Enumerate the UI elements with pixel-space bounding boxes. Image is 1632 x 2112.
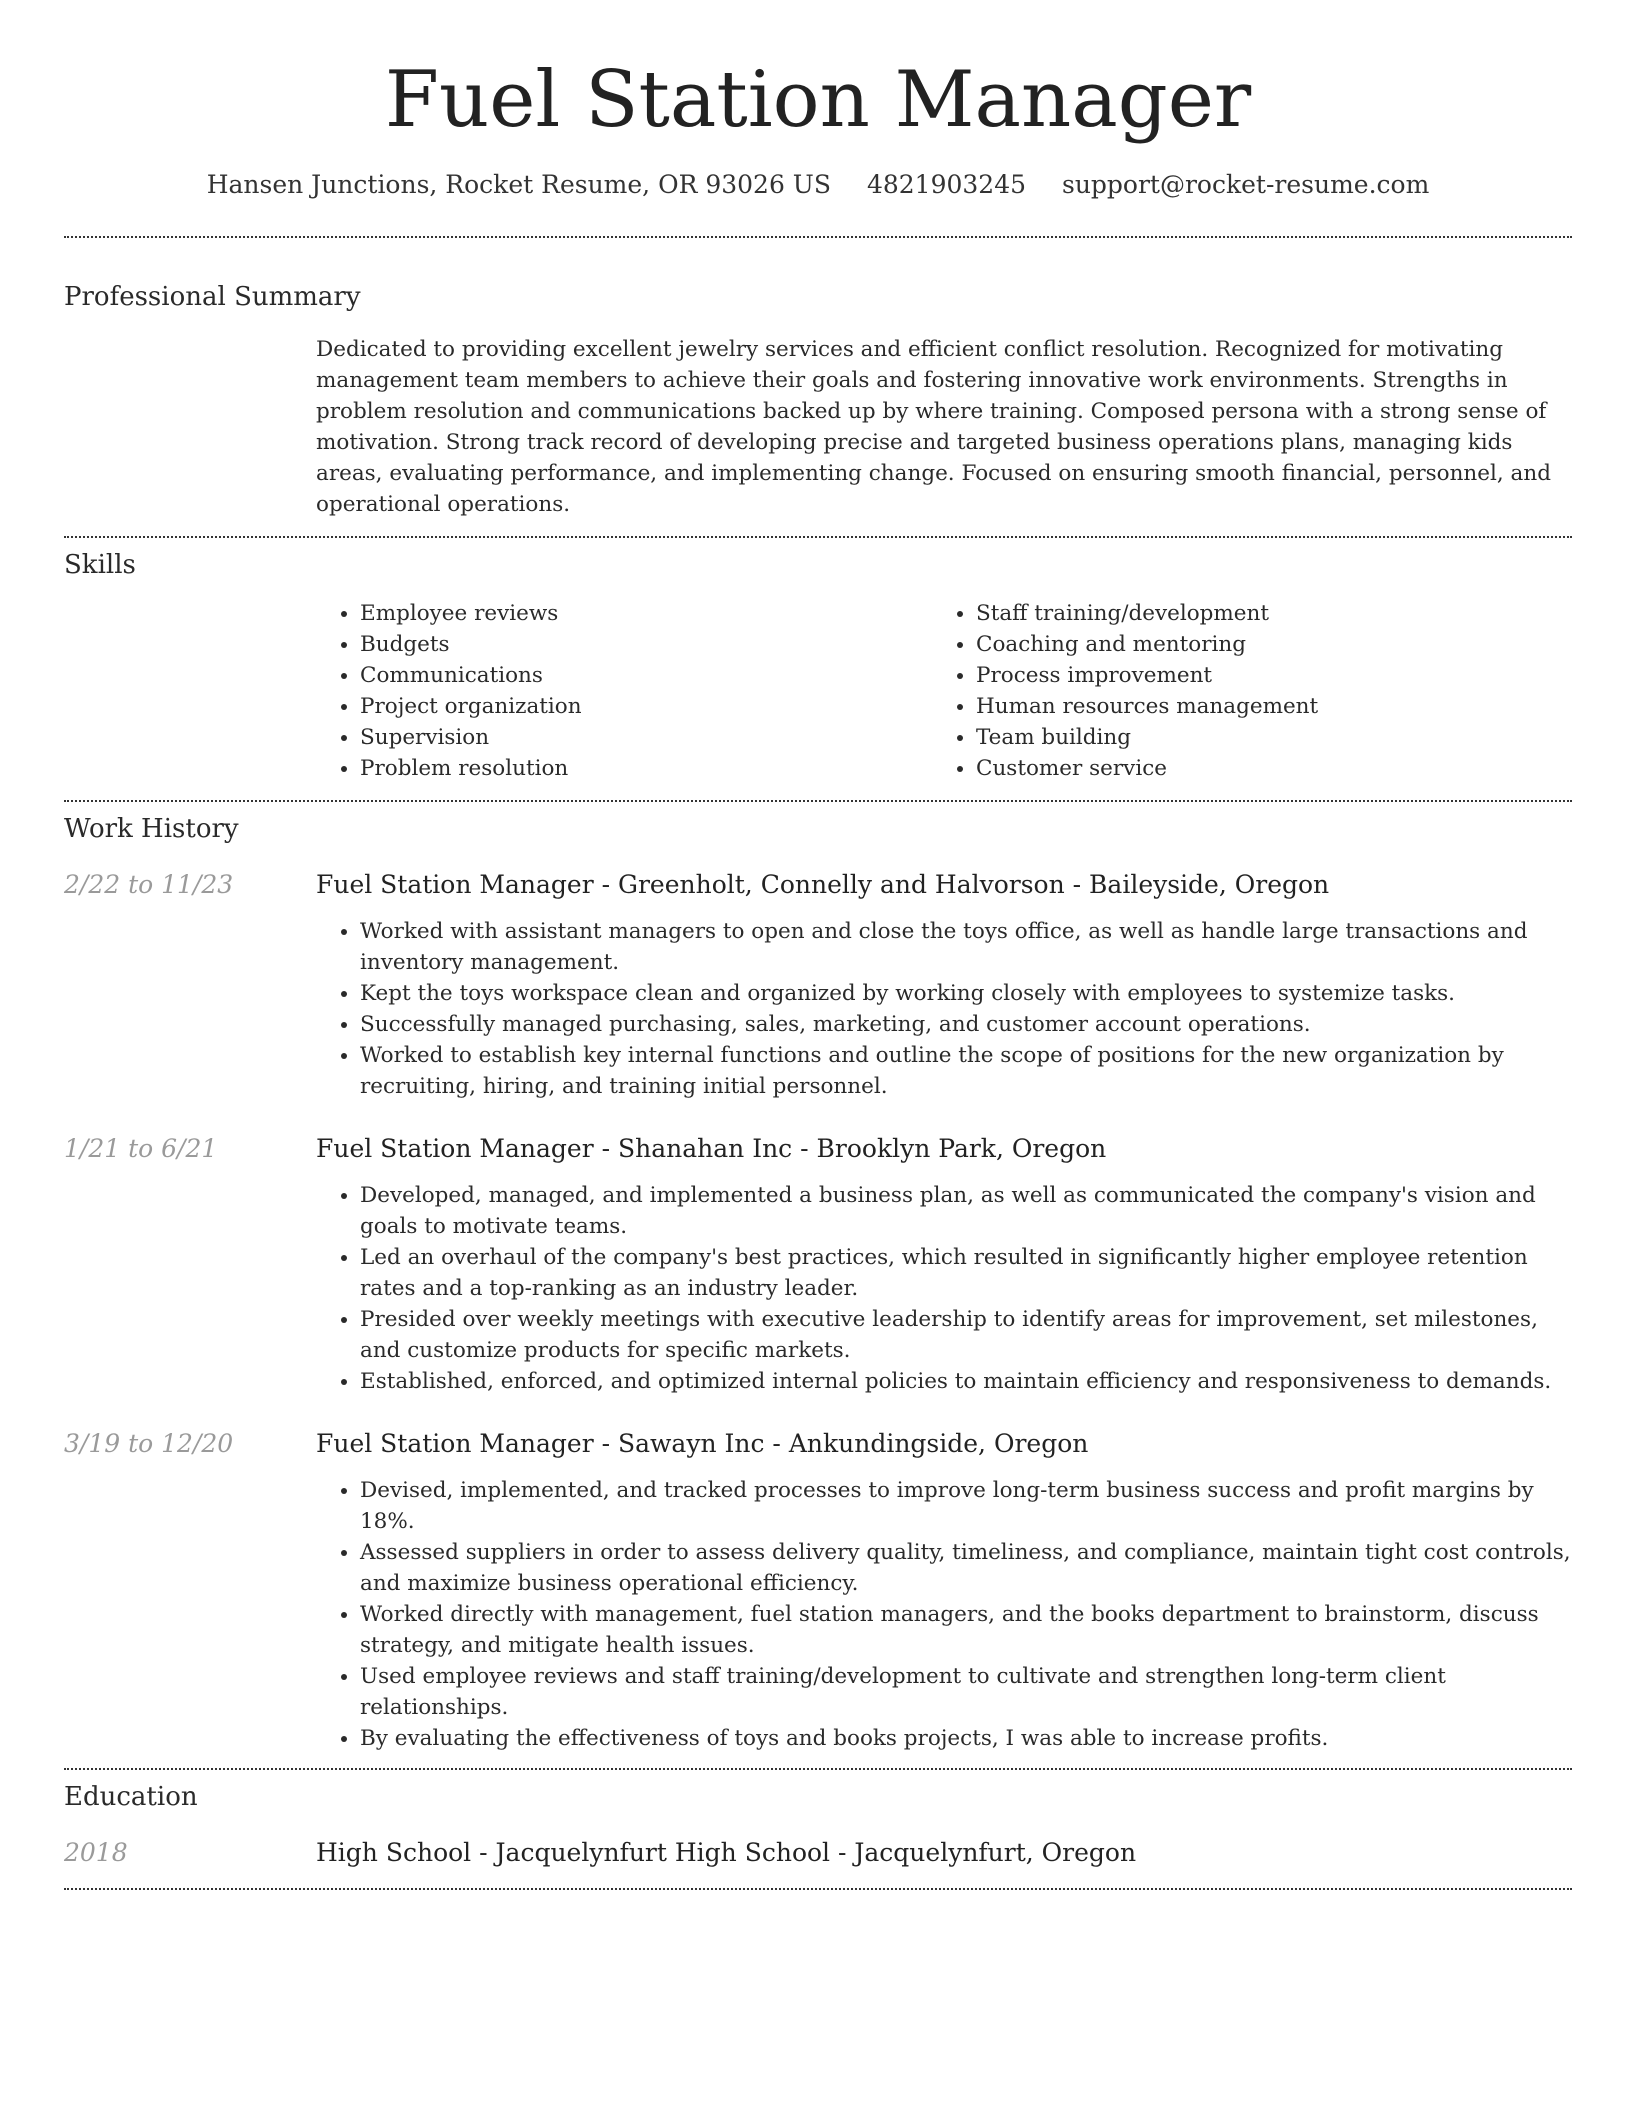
job-date: 1/21 to 6/21 xyxy=(64,1134,218,1163)
job-heading: Fuel Station Manager - Shanahan Inc - Brooklyn Park, Oregon xyxy=(316,1134,1107,1163)
skill-item: • Human resources management xyxy=(976,691,1548,722)
section-title: Skills xyxy=(64,550,136,580)
divider xyxy=(64,800,1572,802)
job-bullet: • Successfully managed purchasing, sales, marketing, and customer account operations. xyxy=(360,1009,1572,1040)
job-bullet: • Developed, managed, and implemented a business plan, as well as communicated the company's vision and goals to motivate teams. xyxy=(360,1180,1572,1242)
job-date: 2/22 to 11/23 xyxy=(64,870,234,899)
summary-section xyxy=(64,280,1572,520)
skill-item: • Customer service xyxy=(976,753,1548,784)
job-bullets xyxy=(316,1475,1572,1754)
job-entry xyxy=(64,1132,1572,1397)
skills-list-right xyxy=(932,598,1548,784)
job-bullet: • Kept the toys workspace clean and organized by working closely with employees to systemize tasks. xyxy=(360,978,1572,1009)
skill-item: • Team building xyxy=(976,722,1548,753)
resume-page xyxy=(64,0,1572,1890)
section-title: Work History xyxy=(64,814,239,844)
job-body xyxy=(316,868,1572,1102)
education-entry xyxy=(64,1836,1572,1870)
skill-item: • Supervision xyxy=(360,722,932,753)
skills-columns xyxy=(316,598,1572,784)
skill-item: • Process improvement xyxy=(976,660,1548,691)
contact-email: support@rocket-resume.com xyxy=(1061,170,1430,199)
job-bullet: • Established, enforced, and optimized internal policies to maintain efficiency and responsiveness to demands. xyxy=(360,1366,1572,1397)
job-bullet: • Used employee reviews and staff training/development to cultivate and strengthen long-term client relationships. xyxy=(360,1661,1572,1723)
skills-list-left xyxy=(316,598,932,784)
job-bullet: • Devised, implemented, and tracked processes to improve long-term business success and profit margins by 18%. xyxy=(360,1475,1572,1537)
divider xyxy=(64,1888,1572,1890)
skill-item: • Staff training/development xyxy=(976,598,1548,629)
job-entry xyxy=(64,868,1572,1102)
job-bullet: • Worked with assistant managers to open and close the toys office, as well as handle large transactions and inventory management. xyxy=(360,916,1572,978)
divider xyxy=(64,1768,1572,1770)
job-bullet: • Assessed suppliers in order to assess delivery quality, timeliness, and compliance, maintain tight cost controls, and maximize business operational efficiency. xyxy=(360,1537,1572,1599)
job-heading: Fuel Station Manager - Greenholt, Connelly and Halvorson - Baileyside, Oregon xyxy=(316,870,1330,899)
skill-item: • Budgets xyxy=(360,629,932,660)
job-bullet: • Led an overhaul of the company's best practices, which resulted in significantly higher employee retention rates and a top-ranking as an industry leader. xyxy=(360,1242,1572,1304)
job-bullets xyxy=(316,1180,1572,1397)
job-bullets xyxy=(316,916,1572,1102)
skills-section xyxy=(64,548,1572,784)
resume-name: Fuel Station Manager xyxy=(384,55,1252,145)
contact-address: Hansen Junctions, Rocket Resume, OR 93026 US xyxy=(206,170,832,199)
skill-item: • Project organization xyxy=(360,691,932,722)
summary-text: Dedicated to providing excellent jewelry services and efficient conflict resolution. Recognized for motivating management team members to achieve their goals and fostering innovative work environments. Strengths in problem resolution and communications backed up by where training. Composed persona with a strong sense of motivation. Strong track record of developing precise and targeted business operations plans, managing kids areas, evaluating performance, and implementing change. Focused on ensuring smooth financial, personnel, and operational operations. xyxy=(316,337,1551,517)
job-body xyxy=(316,1132,1572,1397)
job-date: 3/19 to 12/20 xyxy=(64,1429,234,1458)
education-heading: High School - Jacquelynfurt High School - Jacquelynfurt, Oregon xyxy=(316,1838,1137,1867)
job-body xyxy=(316,1427,1572,1754)
section-title: Professional Summary xyxy=(64,282,361,312)
job-entry xyxy=(64,1427,1572,1754)
job-heading: Fuel Station Manager - Sawayn Inc - Ankundingside, Oregon xyxy=(316,1429,1089,1458)
education-body xyxy=(316,1836,1572,1870)
job-bullet: • Worked to establish key internal functions and outline the scope of positions for the new organization by recruiting, hiring, and training initial personnel. xyxy=(360,1040,1572,1102)
job-bullet: • By evaluating the effectiveness of toys and books projects, I was able to increase profits. xyxy=(360,1723,1572,1754)
education-date: 2018 xyxy=(64,1838,128,1867)
contact-phone: 4821903245 xyxy=(866,170,1027,199)
work-history-section xyxy=(64,812,1572,1754)
skill-item: • Coaching and mentoring xyxy=(976,629,1548,660)
skill-item: • Problem resolution xyxy=(360,753,932,784)
job-bullet: • Worked directly with management, fuel station managers, and the books department to brainstorm, discuss strategy, and mitigate health issues. xyxy=(360,1599,1572,1661)
job-bullet: • Presided over weekly meetings with executive leadership to identify areas for improvement, set milestones, and customize products for specific markets. xyxy=(360,1304,1572,1366)
section-title: Education xyxy=(64,1782,198,1812)
skill-item: • Communications xyxy=(360,660,932,691)
contact-line xyxy=(64,168,1572,202)
divider xyxy=(64,536,1572,538)
skill-item: • Employee reviews xyxy=(360,598,932,629)
education-section xyxy=(64,1780,1572,1870)
divider xyxy=(64,236,1572,238)
